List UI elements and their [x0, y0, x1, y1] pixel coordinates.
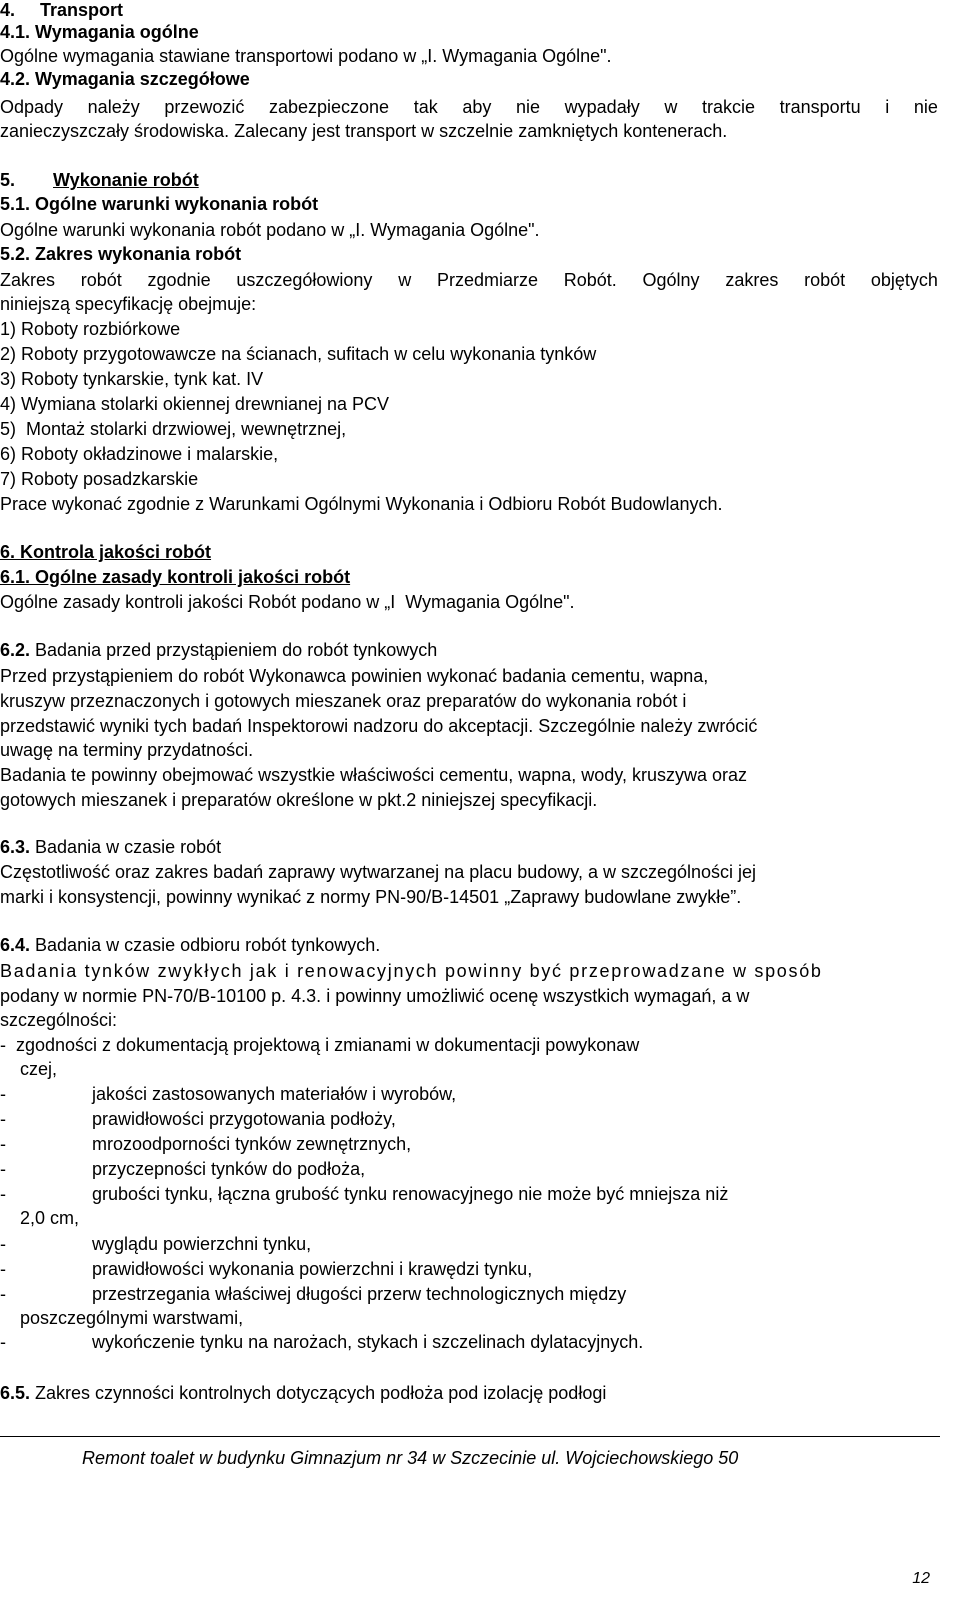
section-6-1-text: Ogólne zasady kontroli jakości Robót podano w „I Wymagania Ogólne". [0, 592, 575, 612]
list-dash: - [0, 1332, 6, 1352]
section-6-2-text: uwagę na terminy przydatności. [0, 740, 254, 760]
word: trakcie [701, 97, 755, 117]
section-6-3-number: 6.3. [0, 837, 31, 857]
list-dash: - [0, 1134, 6, 1154]
word: w [398, 270, 412, 290]
section-5-closing-text: Prace wykonać zgodnie z Warunkami Ogólnymi Wykonania i Odbioru Robót Budowlanych. [0, 494, 723, 514]
section-6-2-text: Przed przystąpieniem do robót Wykonawca powinien wykonać badania cementu, wapna, [0, 666, 709, 686]
scope-item: 7) Roboty posadzkarskie [0, 469, 199, 489]
section-6-2-text: kruszyw przeznaczonych i gotowych mieszanek oraz preparatów do wykonania robót i [0, 691, 687, 711]
section-5-heading [0, 168, 199, 192]
list-dash: - [0, 1234, 6, 1254]
section-4-2-text-line2: zanieczyszczały środowiska. Zalecany jest transport w szczelnie zamkniętych kontenerach. [0, 121, 728, 141]
section-6-1-heading: 6.1. Ogólne zasady kontroli jakości robót [0, 567, 351, 587]
check-item-continuation: poszczególnymi warstwami, [20, 1308, 244, 1328]
scope-item: 3) Roboty tynkarskie, tynk kat. IV [0, 369, 264, 389]
check-item: przestrzegania właściwej długości przerw technologicznych między [92, 1284, 627, 1304]
section-4-1-text: Ogólne wymagania stawiane transportowi podano w „I. Wymagania Ogólne". [0, 46, 612, 66]
section-6-4-title: Badania w czasie odbioru robót tynkowych. [30, 935, 381, 955]
section-5-2-text-line1 [0, 268, 938, 292]
section-6-2-heading [0, 638, 437, 662]
list-dash: - [0, 1184, 6, 1204]
word: uszczegółowiony [236, 270, 373, 290]
check-item-continuation: czej, [20, 1059, 58, 1079]
scope-item: 2) Roboty przygotowawcze na ścianach, sufitach w celu wykonania tynków [0, 344, 597, 364]
list-dash: - [0, 1159, 6, 1179]
section-6-3-heading [0, 835, 221, 859]
word: zabezpieczone [268, 97, 390, 117]
section-6-4-text: szczególności: [0, 1010, 118, 1030]
section-5-2-text-line2: niniejszą specyfikację obejmuje: [0, 294, 257, 314]
footer-text: Remont toalet w budynku Gimnazjum nr 34 w Szczecinie ul. Wojciechowskiego 50 [82, 1448, 739, 1468]
check-item: wyglądu powierzchni tynku, [92, 1234, 312, 1254]
section-6-2-text: przedstawić wyniki tych badań Inspektorowi nadzoru do akceptacji. Szczególnie należy zwrócić [0, 716, 758, 736]
list-dash: - [0, 1084, 6, 1104]
section-6-4-heading [0, 933, 380, 957]
word: Ogólny [642, 270, 700, 290]
scope-item: 6) Roboty okładzinowe i malarskie, [0, 444, 279, 464]
section-4-heading: 4. Transport [0, 0, 124, 20]
check-item: mrozoodporności tynków zewnętrznych, [92, 1134, 412, 1154]
word: robót [804, 270, 846, 290]
check-item: jakości zastosowanych materiałów i wyrobów, [92, 1084, 457, 1104]
word: Przedmiarze [436, 270, 538, 290]
word: należy [87, 97, 140, 117]
section-6-3-text: Częstotliwość oraz zakres badań zaprawy wytwarzanej na placu budowy, a w szczególności jej [0, 862, 757, 882]
check-item: prawidłowości wykonania powierzchni i krawędzi tynku, [92, 1259, 533, 1279]
word: tak [413, 97, 438, 117]
word: Zakres [0, 270, 56, 290]
word: Robót. [563, 270, 617, 290]
word: i [885, 97, 890, 117]
section-6-5-number: 6.5. [0, 1383, 31, 1403]
check-item: prawidłowości przygotowania podłoży, [92, 1109, 396, 1129]
check-item-continuation: 2,0 cm, [20, 1208, 80, 1228]
word: Odpady [0, 97, 64, 117]
check-item: grubości tynku, łączna grubość tynku renowacyjnego nie może być mniejsza niż [92, 1184, 729, 1204]
section-5-1-text: Ogólne warunki wykonania robót podano w „I. Wymagania Ogólne". [0, 220, 540, 240]
word: nie [913, 97, 938, 117]
section-6-2-text: gotowych mieszanek i preparatów określone w pkt.2 niniejszej specyfikacji. [0, 790, 598, 810]
section-6-4-text: podany w normie PN-70/B-10100 p. 4.3. i powinny umożliwić ocenę wszystkich wymagań, a w [0, 986, 750, 1006]
scope-item: 4) Wymiana stolarki okiennej drewnianej na PCV [0, 394, 390, 414]
page-number: 12 [912, 1570, 930, 1587]
section-5-1-heading: 5.1. Ogólne warunki wykonania robót [0, 194, 319, 214]
section-4-1-heading: 4.1. Wymagania ogólne [0, 22, 199, 42]
section-6-2-text: Badania te powinny obejmować wszystkie właściwości cementu, wapna, wody, kruszywa oraz [0, 765, 747, 785]
section-6-4-number: 6.4. [0, 935, 31, 955]
list-dash: - [0, 1109, 6, 1129]
section-6-5-heading [0, 1381, 606, 1405]
section-6-3-title: Badania w czasie robót [30, 837, 222, 857]
word: aby [462, 97, 492, 117]
section-4-2-heading: 4.2. Wymagania szczegółowe [0, 69, 250, 89]
word: przewozić [164, 97, 245, 117]
word: w [664, 97, 678, 117]
section-4-2-text-line1 [0, 95, 938, 119]
section-6-4-text: Badania tynków zwykłych jak i renowacyjnych powinny być przeprowadzane w sposób [0, 961, 823, 981]
word: wypadały [564, 97, 640, 117]
check-item: wykończenie tynku na narożach, stykach i szczelinach dylatacyjnych. [92, 1332, 644, 1352]
section-6-heading: 6. Kontrola jakości robót [0, 542, 212, 562]
check-item: przyczepności tynków do podłoża, [92, 1159, 366, 1179]
word: objętych [870, 270, 938, 290]
word: transportu [779, 97, 861, 117]
section-6-3-text: marki i konsystencji, powinny wynikać z normy PN-90/B-14501 „Zaprawy budowlane zwykłe”. [0, 887, 742, 907]
word: zakres [725, 270, 779, 290]
word: zgodnie [147, 270, 211, 290]
word: robót [80, 270, 122, 290]
section-5-2-heading: 5.2. Zakres wykonania robót [0, 244, 242, 264]
section-5-title: Wykonanie robót [53, 170, 199, 190]
section-6-2-title: Badania przed przystąpieniem do robót tynkowych [30, 640, 438, 660]
check-item: - zgodności z dokumentacją projektową i zmianami w dokumentacji powykonaw [0, 1035, 640, 1055]
list-dash: - [0, 1284, 6, 1304]
word: nie [516, 97, 541, 117]
scope-item: 1) Roboty rozbiórkowe [0, 319, 181, 339]
list-dash: - [0, 1259, 6, 1279]
section-6-2-number: 6.2. [0, 640, 31, 660]
footer-divider [0, 1436, 940, 1437]
scope-item: 5) Montaż stolarki drzwiowej, wewnętrznej, [0, 419, 347, 439]
section-5-number: 5. [0, 170, 16, 190]
section-6-5-title: Zakres czynności kontrolnych dotyczących podłoża pod izolację podłogi [30, 1383, 607, 1403]
